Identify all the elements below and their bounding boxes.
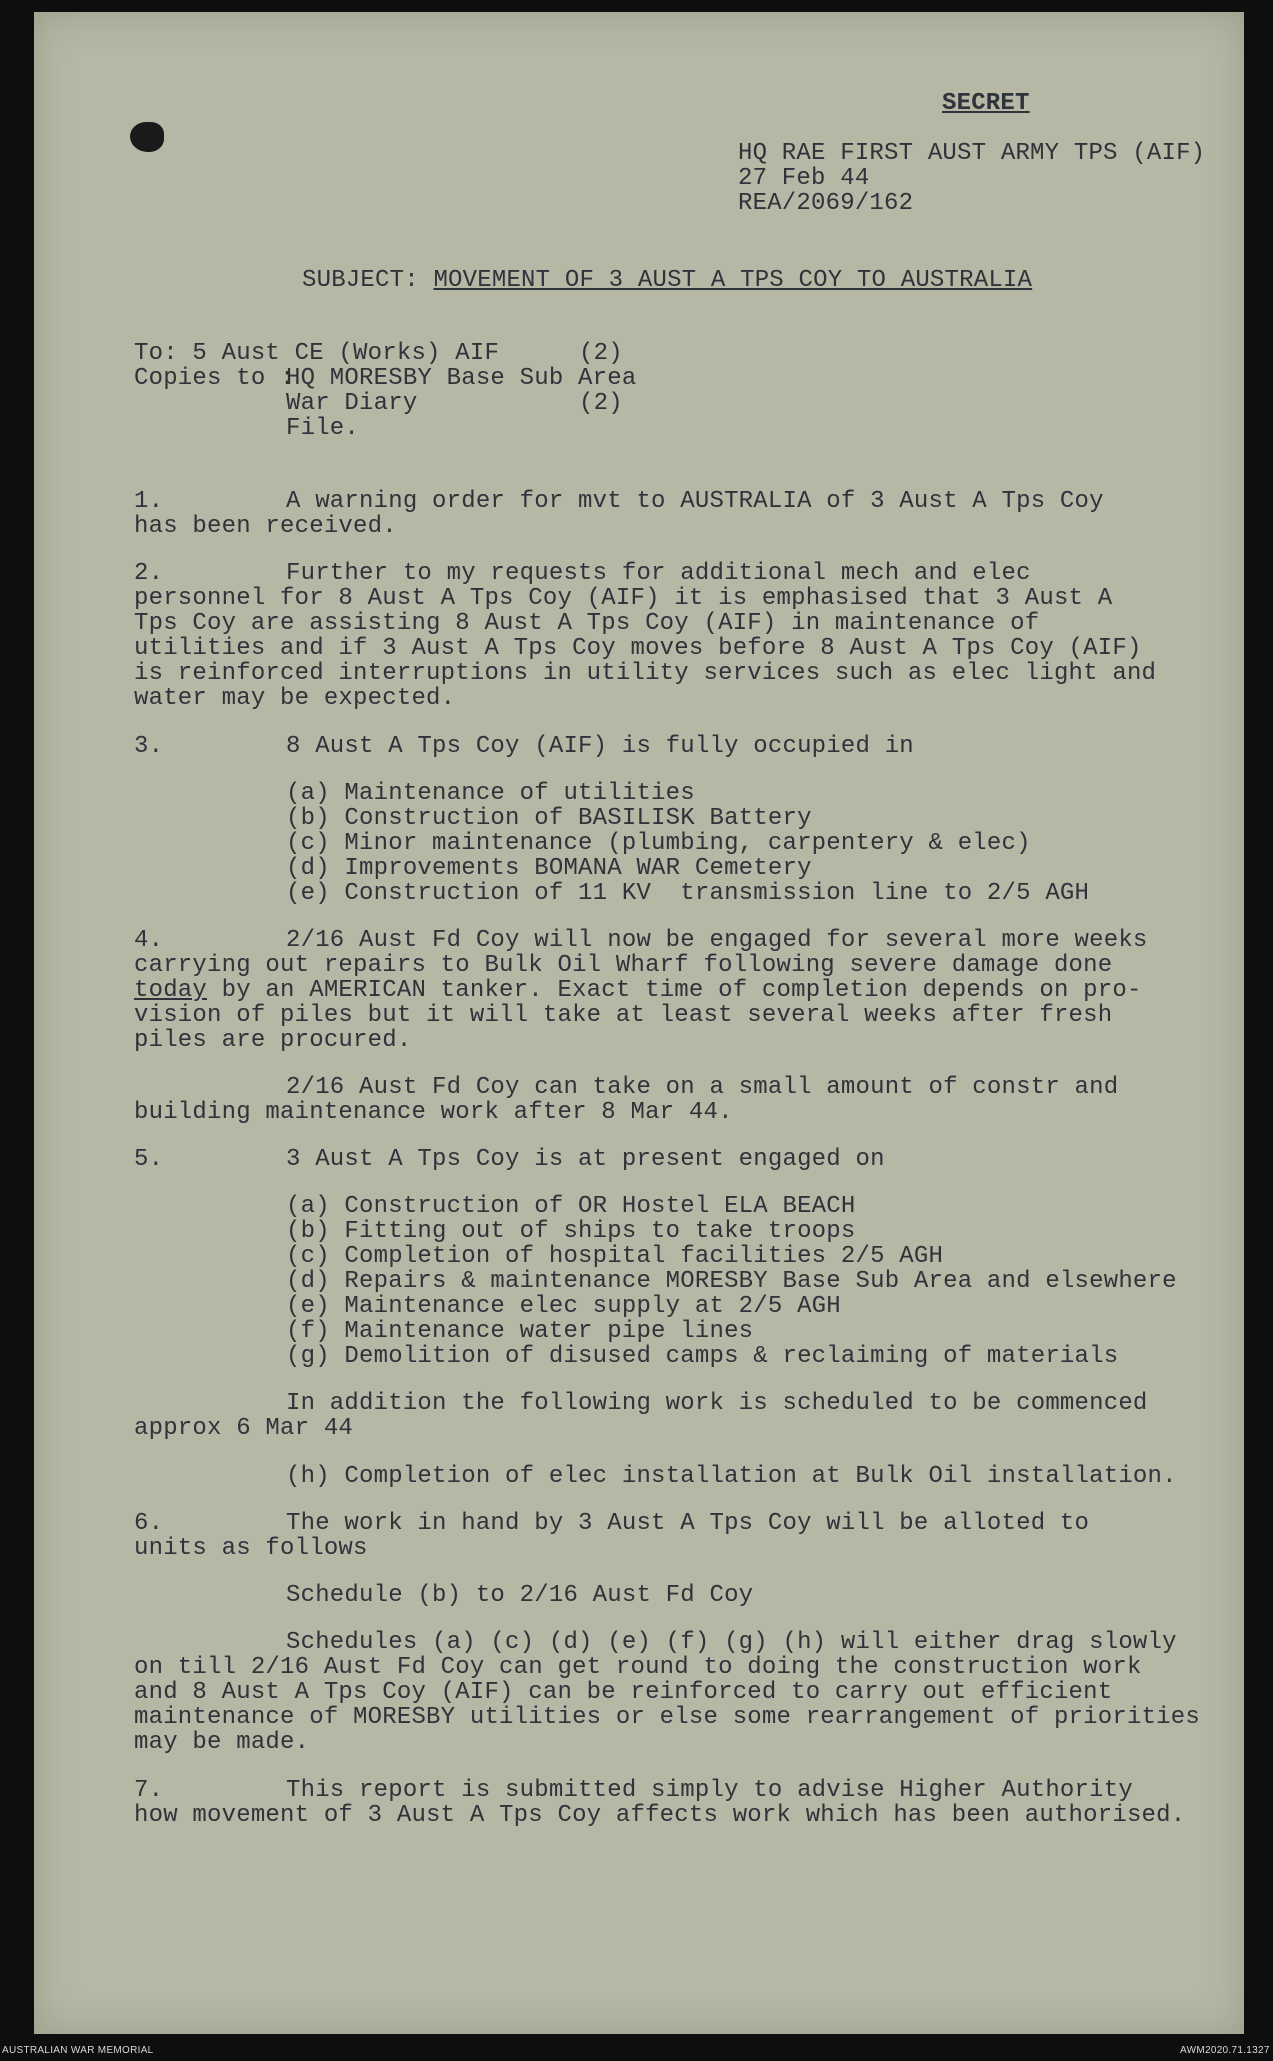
from-line: HQ RAE FIRST AUST ARMY TPS (AIF) (738, 140, 1206, 167)
para-6b-line: may be made. (134, 1729, 310, 1756)
para-5-line: 3 Aust A Tps Coy is at present engaged on (286, 1146, 885, 1173)
para-4-line: today by an AMERICAN tanker. Exact time of completion depends on pro- (134, 977, 1142, 1004)
footer-left: AUSTRALIAN WAR MEMORIAL (2, 2045, 154, 2056)
copies-file: File. (286, 415, 360, 442)
subject-line (302, 269, 1032, 293)
subject-text: MOVEMENT OF 3 AUST A TPS COY TO AUSTRALIA (433, 267, 1033, 294)
para-5-number: 5. (134, 1146, 164, 1173)
document-page (34, 12, 1244, 2034)
para-3-item-b: (b) Construction of BASILISK Battery (286, 805, 812, 832)
para-5-item-d: (d) Repairs & maintenance MORESBY Base Sub Area and elsewhere (286, 1268, 1177, 1295)
para-5-item-g: (g) Demolition of disused camps & reclaiming of materials (286, 1343, 1119, 1370)
para-7-line: This report is submitted simply to advise Higher Authority (286, 1777, 1133, 1804)
para-7-number: 7. (134, 1777, 164, 1804)
para-3-item-a: (a) Maintenance of utilities (286, 780, 695, 807)
para-5b-line: approx 6 Mar 44 (134, 1415, 354, 1442)
para-2-line: Tps Coy are assisting 8 Aust A Tps Coy (AIF) in maintenance of (134, 610, 1040, 637)
classification-stamp: SECRET (942, 90, 1030, 117)
para-6b-line: on till 2/16 Aust Fd Coy can get round to doing the construction work (134, 1654, 1142, 1681)
copies-war-diary: War Diary (286, 390, 418, 417)
reference-line: REA/2069/162 (738, 190, 914, 217)
para-1-line: has been received. (134, 513, 397, 540)
para-6-line: units as follows (134, 1535, 368, 1562)
copies-hq: HQ MORESBY Base Sub Area (286, 365, 637, 392)
para-4b-line: 2/16 Aust Fd Coy can take on a small amount of constr and (286, 1074, 1119, 1101)
para-2-line: is reinforced interruptions in utility services such as elec light and (134, 660, 1157, 687)
para-4-line: 2/16 Aust Fd Coy will now be engaged for several more weeks (286, 927, 1148, 954)
para-6b-line: Schedules (a) (c) (d) (e) (f) (g) (h) will either drag slowly (286, 1629, 1177, 1656)
para-3-item-d: (d) Improvements BOMANA WAR Cemetery (286, 855, 812, 882)
para-6-schedule: Schedule (b) to 2/16 Aust Fd Coy (286, 1582, 754, 1609)
para-6b-line: and 8 Aust A Tps Coy (AIF) can be reinforced to carry out efficient (134, 1679, 1113, 1706)
para-4-number: 4. (134, 927, 164, 954)
copies-war-diary-count: (2) (579, 390, 623, 417)
para-5-item-b: (b) Fitting out of ships to take troops (286, 1218, 856, 1245)
para-4-line: carrying out repairs to Bulk Oil Wharf following severe damage done (134, 952, 1113, 979)
subject-label: SUBJECT: (302, 267, 419, 294)
para-2-line: utilities and if 3 Aust A Tps Coy moves before 8 Aust A Tps Coy (AIF) (134, 635, 1142, 662)
para-2-line: Further to my requests for additional mech and elec (286, 560, 1031, 587)
to-count: (2) (579, 340, 623, 367)
para-6-number: 6. (134, 1510, 164, 1537)
para-2-number: 2. (134, 560, 164, 587)
para-5-item-f: (f) Maintenance water pipe lines (286, 1318, 754, 1345)
para-5-item-a: (a) Construction of OR Hostel ELA BEACH (286, 1193, 856, 1220)
para-5b-line: In addition the following work is scheduled to be commenced (286, 1390, 1148, 1417)
para-3-item-e: (e) Construction of 11 KV transmission line to 2/5 AGH (286, 880, 1090, 907)
para-4-line: piles are procured. (134, 1027, 412, 1054)
copies-label: Copies to : (134, 365, 295, 392)
para-2-line: personnel for 8 Aust A Tps Coy (AIF) it is emphasised that 3 Aust A (134, 585, 1113, 612)
para-5-item-e: (e) Maintenance elec supply at 2/5 AGH (286, 1293, 841, 1320)
para-3-number: 3. (134, 733, 164, 760)
para-6b-line: maintenance of MORESBY utilities or else some rearrangement of priorities (134, 1704, 1200, 1731)
underlined-word: today (134, 977, 208, 1004)
para-4-line: vision of piles but it will take at least several weeks after fresh (134, 1002, 1113, 1029)
punch-hole (130, 122, 164, 152)
para-2-line: water may be expected. (134, 685, 456, 712)
para-1-line: A warning order for mvt to AUSTRALIA of 3 Aust A Tps Coy (286, 488, 1104, 515)
para-1-number: 1. (134, 488, 164, 515)
para-3-line: 8 Aust A Tps Coy (AIF) is fully occupied in (286, 733, 914, 760)
para-3-item-c: (c) Minor maintenance (plumbing, carpentery & elec) (286, 830, 1031, 857)
para-6-line: The work in hand by 3 Aust A Tps Coy will be alloted to (286, 1510, 1090, 1537)
to-line: To: 5 Aust CE (Works) AIF (134, 340, 500, 367)
para-7-line: how movement of 3 Aust A Tps Coy affects work which has been authorised. (134, 1802, 1186, 1829)
para-4b-line: building maintenance work after 8 Mar 44. (134, 1099, 733, 1126)
para-5-item-c: (c) Completion of hospital facilities 2/5 AGH (286, 1243, 944, 1270)
date-line: 27 Feb 44 (738, 165, 870, 192)
para-5-item-h: (h) Completion of elec installation at Bulk Oil installation. (286, 1463, 1177, 1490)
footer-right: AWM2020.71.1327 (1180, 2045, 1270, 2056)
